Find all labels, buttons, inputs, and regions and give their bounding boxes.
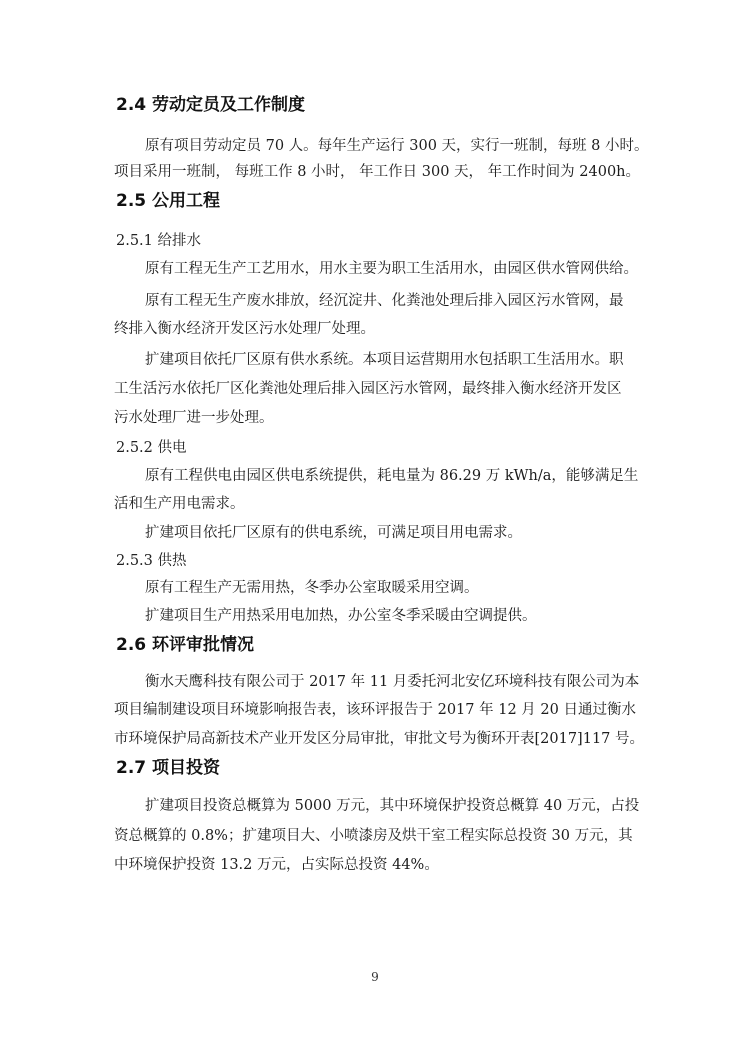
subsection-heading-2-5-3: 2.5.3 供热	[116, 553, 187, 569]
section-heading-2-4: 2.4 劳动定员及工作制度	[116, 95, 306, 115]
paragraph-line: 污水处理厂进一步处理。	[114, 410, 274, 426]
paragraph-line: 衡水天鹰科技有限公司于 2017 年 11 月委托河北安亿环境科技有限公司为本	[145, 674, 640, 690]
paragraph-line: 项目采用一班制， 每班工作 8 小时， 年工作日 300 天， 年工作时间为 2400h。	[114, 164, 641, 180]
paragraph-line: 工生活污水依托厂区化粪池处理后排入园区污水管网，最终排入衡水经济开发区	[114, 381, 622, 397]
section-heading-2-7: 2.7 项目投资	[116, 758, 221, 778]
subsection-heading-2-5-1: 2.5.1 给排水	[116, 233, 202, 249]
paragraph-line: 原有工程生产无需用热，冬季办公室取暖采用空调。	[145, 580, 479, 596]
page-number: 9	[371, 970, 379, 984]
paragraph-line: 市环境保护局高新技术产业开发区分局审批，审批文号为衡环开表[2017]117 号。	[114, 731, 644, 747]
paragraph-line: 原有工程供电由园区供电系统提供，耗电量为 86.29 万 kWh/a，能够满足生	[145, 468, 639, 484]
section-heading-2-5: 2.5 公用工程	[116, 191, 221, 211]
paragraph-line: 扩建项目投资总概算为 5000 万元，其中环境保护投资总概算 40 万元，占投	[145, 798, 640, 814]
paragraph-line: 资总概算的 0.8%；扩建项目大、小喷漆房及烘干室工程实际总投资 30 万元，其	[114, 828, 633, 844]
paragraph-line: 活和生产用电需求。	[114, 496, 245, 512]
paragraph-line: 项目编制建设项目环境影响报告表，该环评报告于 2017 年 12 月 20 日通过衡水	[114, 702, 636, 718]
paragraph-line: 中环境保护投资 13.2 万元，占实际总投资 44%。	[114, 857, 439, 873]
subsection-heading-2-5-2: 2.5.2 供电	[116, 440, 187, 456]
section-heading-2-6: 2.6 环评审批情况	[116, 635, 255, 655]
paragraph-line: 原有项目劳动定员 70 人。每年生产运行 300 天，实行一班制，每班 8 小时。	[145, 138, 649, 154]
paragraph-line: 原有工程无生产废水排放，经沉淀井、化粪池处理后排入园区污水管网，最	[145, 293, 624, 309]
paragraph-line: 扩建项目生产用热采用电加热，办公室冬季采暖由空调提供。	[145, 608, 537, 624]
paragraph-line: 原有工程无生产工艺用水，用水主要为职工生活用水，由园区供水管网供给。	[145, 261, 638, 277]
paragraph-line: 扩建项目依托厂区原有的供电系统，可满足项目用电需求。	[145, 525, 522, 541]
paragraph-line: 扩建项目依托厂区原有供水系统。本项目运营期用水包括职工生活用水。职	[145, 352, 624, 368]
paragraph-line: 终排入衡水经济开发区污水处理厂处理。	[114, 321, 375, 337]
